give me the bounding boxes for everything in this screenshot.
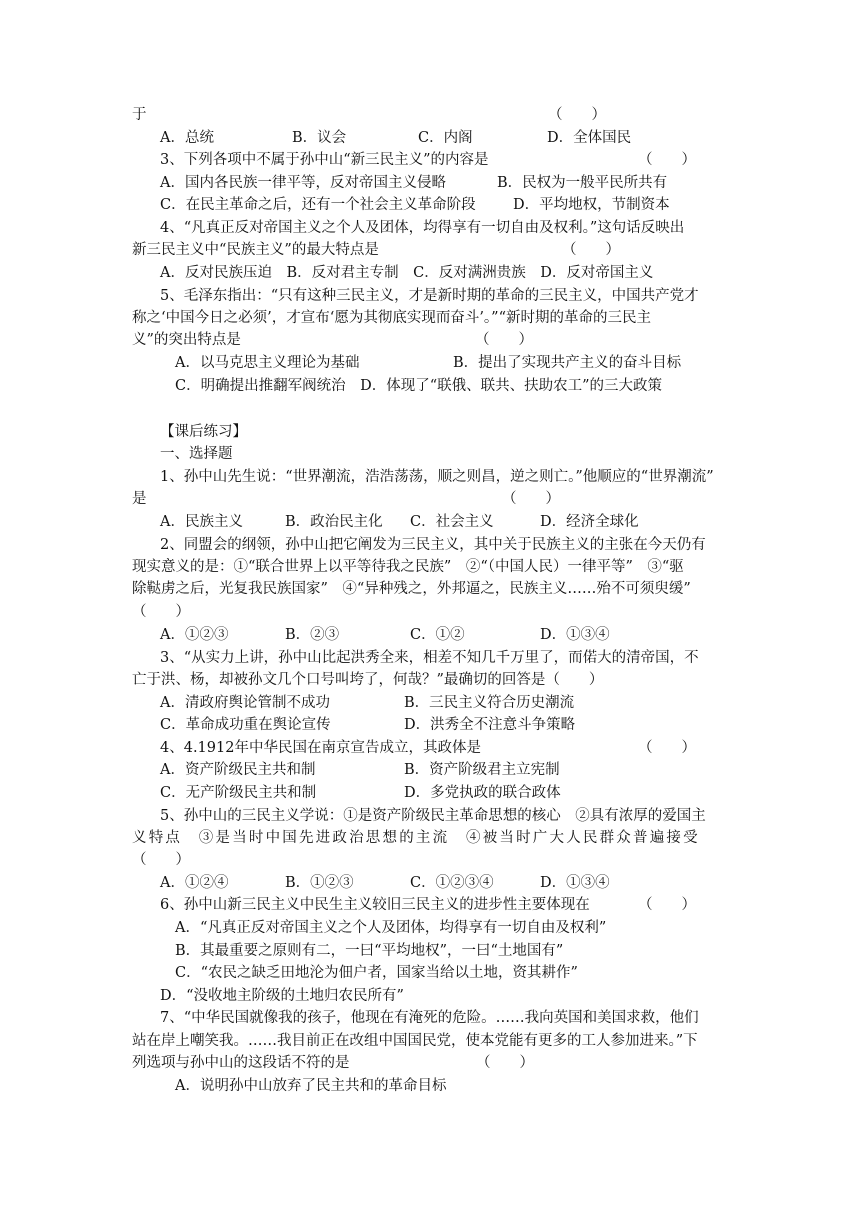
question-stem: 2、同盟会的纲领，孙中山把它阐发为三民主义，其中关于民族主义的主张在今天仍有 bbox=[160, 537, 706, 553]
option-c: C．在民主革命之后，还有一个社会主义革命阶段 bbox=[160, 197, 476, 213]
option-a: A．民族主义 bbox=[160, 514, 243, 530]
answer-paren: （ ） bbox=[132, 604, 190, 620]
option-a: A．清政府舆论管制不成功 bbox=[160, 695, 330, 711]
option-b: B．民权为一般平民所共有 bbox=[497, 175, 668, 191]
question-stem-cont: 义特点 ③是当时中国先进政治思想的主流 ④被当时广大人民群众普遍接受 bbox=[132, 830, 700, 846]
answer-paren: （ ） bbox=[638, 152, 696, 168]
answer-paren: （ ） bbox=[476, 1055, 534, 1071]
option-a: A．总统 bbox=[160, 130, 214, 146]
option-c: C．“农民之缺乏田地沦为佃户者，国家当给以土地，资其耕作” bbox=[175, 965, 578, 981]
option-b: B．资产阶级君主立宪制 bbox=[404, 762, 560, 778]
option-a: A．说明孙中山放弃了民主共和的革命目标 bbox=[175, 1078, 447, 1094]
option-d: D．多党执政的联合政体 bbox=[404, 785, 561, 801]
question-stem-cont: 站在岸上嘲笑我。……我目前正在改组中国国民党，使本党能有更多的工人参加进来。”下 bbox=[132, 1033, 698, 1049]
option-d: D．①③④ bbox=[540, 627, 610, 643]
question-stem: 1、孙中山先生说：“世界潮流，浩浩荡荡，顺之则昌，逆之则亡。”他顺应的“世界潮流” bbox=[160, 469, 714, 485]
option-d: D．平均地权，节制资本 bbox=[513, 197, 670, 213]
question-stem: 5、毛泽东指出：“只有这种三民主义，才是新时期的革命的三民主义，中国共产党才 bbox=[160, 288, 699, 304]
section-title: 一、选择题 bbox=[160, 446, 233, 462]
question-stem: 5、孙中山的三民主义学说：①是资产阶级民主革命思想的核心 ②具有浓厚的爱国主 bbox=[160, 808, 706, 824]
option-b: B．三民主义符合历史潮流 bbox=[404, 695, 575, 711]
question-stem-cont: 义”的突出特点是 bbox=[132, 332, 241, 348]
option-a: A．国内各民族一律平等，反对帝国主义侵略 bbox=[160, 175, 446, 191]
question-stem: 7、“中华民国就像我的孩子，他现在有淹死的危险。……我向英国和美国求救，他们 bbox=[160, 1010, 699, 1026]
question-stem-cont: 新三民主义中“民族主义”的最大特点是 bbox=[132, 242, 379, 258]
question-continuation: 于 bbox=[132, 107, 147, 123]
option-a: A．①②④ bbox=[160, 875, 229, 891]
answer-paren: （ ） bbox=[562, 242, 620, 258]
question-stem-cont: 列选项与孙中山的这段话不符的是 bbox=[132, 1055, 350, 1071]
option-d: D．经济全球化 bbox=[540, 514, 639, 530]
question-stem: 4、“凡真正反对帝国主义之个人及团体，均得享有一切自由及权利。”这句话反映出 bbox=[160, 220, 685, 236]
option-c: C．无产阶级民主共和制 bbox=[160, 785, 317, 801]
section-header: 【课后练习】 bbox=[160, 424, 247, 440]
options-row: A．反对民族压迫 B．反对君主专制 C．反对满洲贵族 D．反对帝国主义 bbox=[160, 265, 654, 281]
option-a: A．①②③ bbox=[160, 627, 229, 643]
answer-paren: （ ） bbox=[638, 740, 696, 756]
option-c: C．①②③④ bbox=[410, 875, 494, 891]
option-d: D．①③④ bbox=[540, 875, 610, 891]
option-b: B．其最重要之原则有二，一曰“平均地权”，一曰“土地国有” bbox=[175, 943, 564, 959]
option-c: C．社会主义 bbox=[410, 514, 494, 530]
question-stem-cont: 称之‘中国今日之必须’，才宣布‘愿为其彻底实现而奋斗’。”“新时期的革命的三民主 bbox=[132, 310, 652, 326]
answer-paren: （ ） bbox=[502, 491, 560, 507]
options-row: C．明确提出推翻军阀统治 D．体现了“联俄、联共、扶助农工”的三大政策 bbox=[175, 378, 663, 394]
question-stem-cont: 除鞑虏之后，光复我民族国家” ④“异种残之，外邦逼之，民族主义……殆不可须臾缓” bbox=[132, 581, 691, 597]
question-stem: 4、4.1912年中华民国在南京宣告成立，其政体是 bbox=[160, 740, 481, 756]
answer-paren: （ ） bbox=[548, 107, 606, 123]
question-stem: 6、孙中山新三民主义中民生主义较旧三民主义的进步性主要体现在 bbox=[160, 897, 590, 913]
option-a: A．以马克思主义理论为基础 bbox=[175, 355, 360, 371]
option-a: A．资产阶级民主共和制 bbox=[160, 762, 316, 778]
option-d: D．洪秀全不注意斗争策略 bbox=[404, 717, 576, 733]
option-c: C．革命成功重在舆论宣传 bbox=[160, 717, 331, 733]
option-b: B．政治民主化 bbox=[285, 514, 383, 530]
option-b: B．提出了实现共产主义的奋斗目标 bbox=[453, 355, 682, 371]
option-c: C．内阁 bbox=[418, 130, 473, 146]
answer-paren: （ ） bbox=[132, 852, 190, 868]
question-stem: 3、下列各项中不属于孙中山“新三民主义”的内容是 bbox=[160, 152, 489, 168]
option-a: A．“凡真正反对帝国主义之个人及团体，均得享有一切自由及权利” bbox=[175, 920, 607, 936]
answer-paren: （ ） bbox=[638, 897, 696, 913]
question-stem-cont: 是 bbox=[132, 491, 147, 507]
question-stem-cont: 现实意义的是：①“联合世界上以平等待我之民族” ②“（中国人民）一律平等” ③“驱 bbox=[132, 559, 684, 575]
option-d: D．“没收地主阶级的土地归农民所有” bbox=[160, 988, 404, 1004]
option-b: B．①②③ bbox=[285, 875, 354, 891]
question-stem-cont: 亡于洪、杨，却被孙文几个口号叫垮了，何哉？”最确切的回答是（ ） bbox=[132, 672, 604, 688]
option-b: B．议会 bbox=[292, 130, 347, 146]
question-stem: 3、“从实力上讲，孙中山比起洪秀全来，相差不知几千万里了，而偌大的清帝国，不 bbox=[160, 650, 699, 666]
answer-paren: （ ） bbox=[475, 332, 533, 348]
option-b: B．②③ bbox=[285, 627, 340, 643]
option-c: C．①② bbox=[410, 627, 465, 643]
option-d: D．全体国民 bbox=[547, 130, 632, 146]
